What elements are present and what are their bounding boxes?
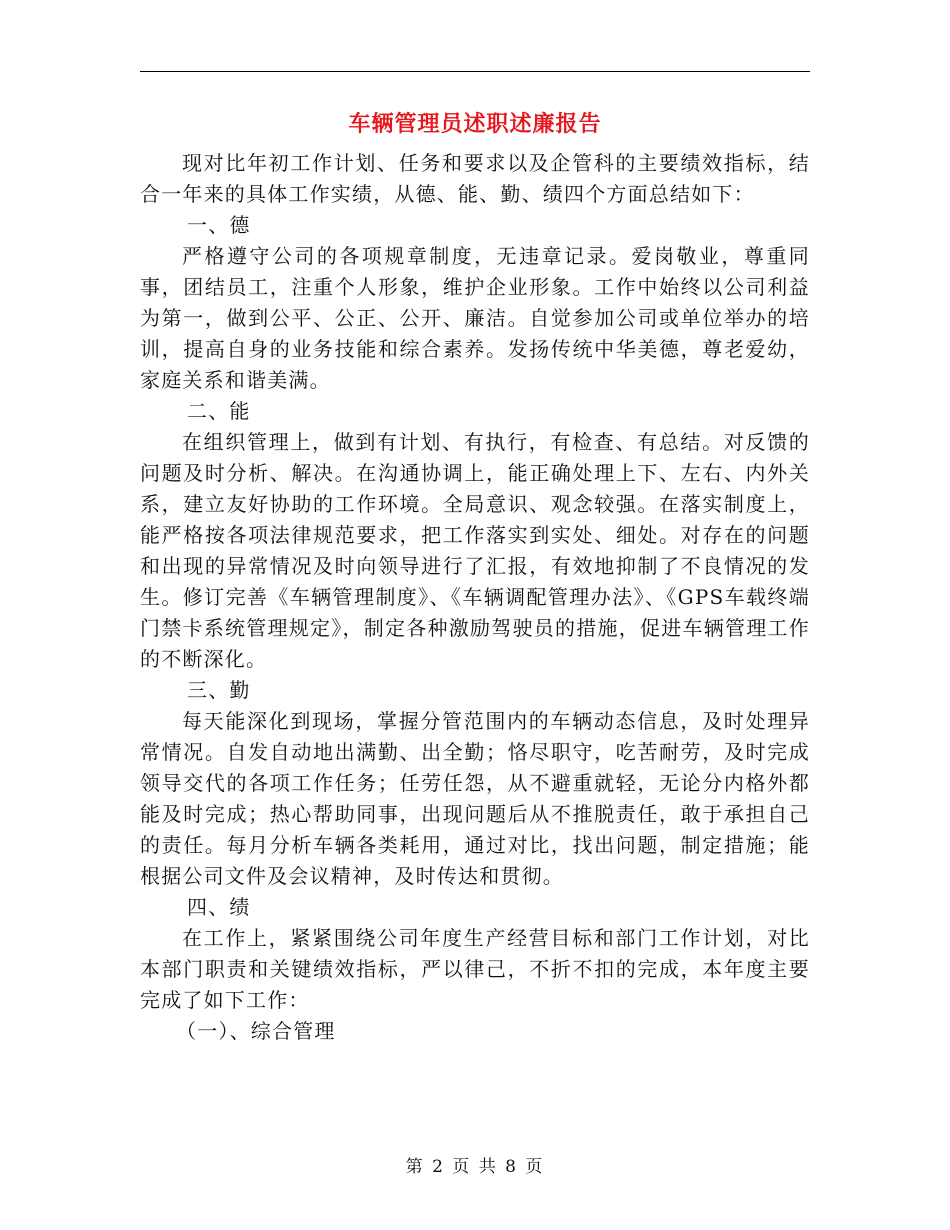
subsection-heading: （一）、综合管理: [176, 1019, 336, 1043]
page-number: 第 2 页 共 8 页: [405, 1157, 545, 1177]
section-heading-neng: 二、能: [187, 399, 251, 423]
section-heading-ji: 四、绩: [187, 895, 251, 919]
document-body: [140, 148, 810, 1047]
section-paragraph-de: 严格遵守公司的各项规章制度，无违章记录。爱岗敬业，尊重同事，团结员工，注重个人形象，维护企业形象。工作中始终以公司利益为第一，做到公平、公正、公开、廉洁。自觉参加公司或单位举办的培训，提高自身的业务技能和综合素养。发扬传统中华美德，尊老爱幼，家庭关系和谐美满。: [140, 244, 810, 392]
section-paragraph-ji: 在工作上，紧紧围绕公司年度生产经营目标和部门工作计划，对比本部门职责和关键绩效指标，严以律己，不折不扣的完成，本年度主要完成了如下工作：: [140, 926, 810, 1012]
header-rule: [140, 71, 810, 72]
section-heading-de: 一、德: [187, 213, 251, 237]
section-heading-qin: 三、勤: [187, 678, 251, 702]
intro-paragraph: 现对比年初工作计划、任务和要求以及企管科的主要绩效指标，结合一年来的具体工作实绩，从德、能、勤、绩四个方面总结如下：: [140, 151, 810, 206]
section-paragraph-qin: 每天能深化到现场，掌握分管范围内的车辆动态信息，及时处理异常情况。自发自动地出满勤、出全勤；恪尽职守，吃苦耐劳，及时完成领导交代的各项工作任务；任劳任怨，从不避重就轻，无论分内格外都能及时完成；热心帮助同事，出现问题后从不推脱责任，敢于承担自己的责任。每月分析车辆各类耗用，通过对比，找出问题，制定措施；能根据公司文件及会议精神，及时传达和贯彻。: [140, 709, 810, 888]
document-title: 车辆管理员述职述廉报告: [348, 112, 602, 137]
section-paragraph-neng: 在组织管理上，做到有计划、有执行，有检查、有总结。对反馈的问题及时分析、解决。在沟通协调上，能正确处理上下、左右、内外关系，建立友好协助的工作环境。全局意识、观念较强。在落实制度上，能严格按各项法律规范要求，把工作落实到实处、细处。对存在的问题和出现的异常情况及时向领导进行了汇报，有效地抑制了不良情况的发生。修订完善《车辆管理制度》、《车辆调配管理办法》、《GPS车载终端门禁卡系统管理规定》，制定各种激励驾驶员的措施，促进车辆管理工作的不断深化。: [140, 430, 810, 671]
